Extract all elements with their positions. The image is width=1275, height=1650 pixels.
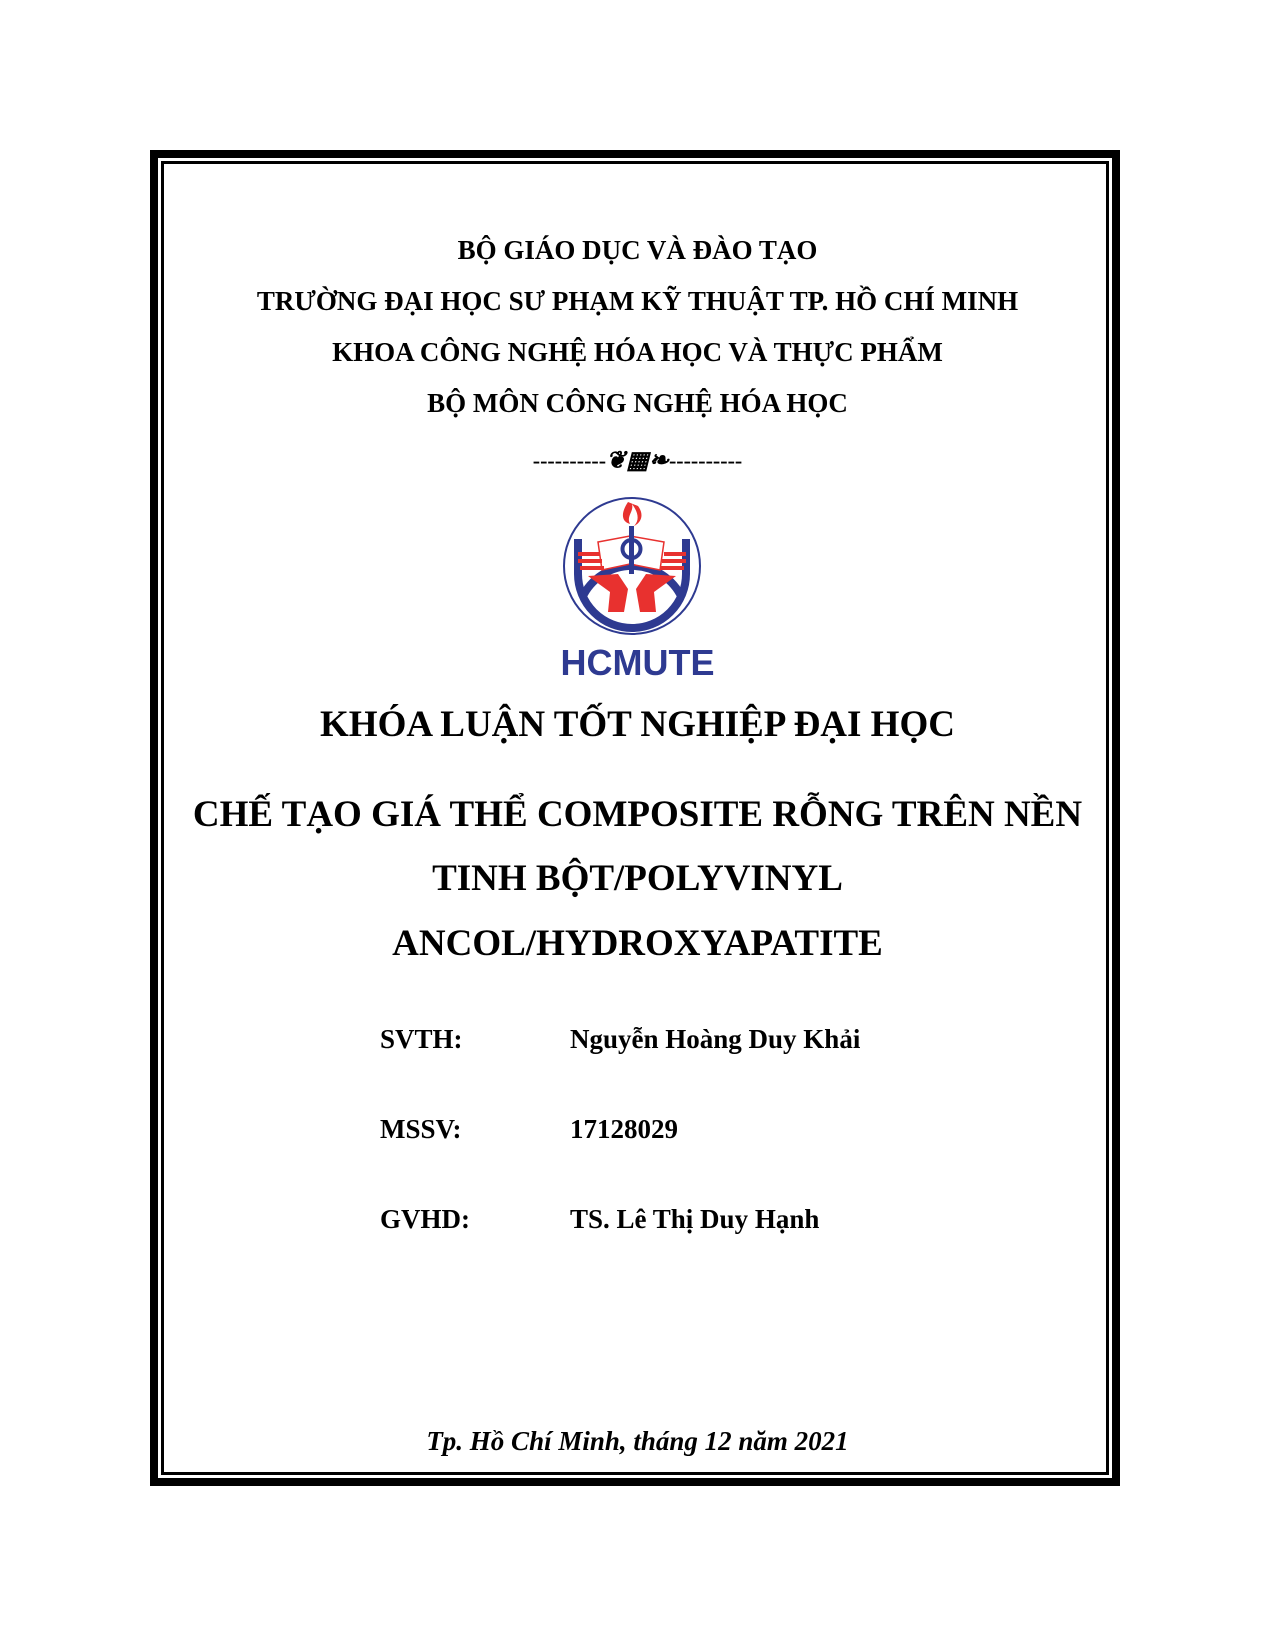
advisor-label: GVHD:: [380, 1204, 470, 1234]
hcmute-logo-icon: [560, 494, 705, 639]
place-date: Tp. Hồ Chí Minh, tháng 12 năm 2021: [426, 1426, 849, 1456]
student-label: SVTH:: [380, 1024, 463, 1054]
ornament-divider: [0, 446, 1275, 475]
book-ornament-icon: ❦▦❧: [606, 448, 669, 474]
student-id: 17128029: [570, 1114, 678, 1144]
department-heading: BỘ MÔN CÔNG NGHỆ HÓA HỌC: [427, 388, 848, 418]
thesis-title-line-3: ANCOL/HYDROXYAPATITE: [392, 923, 883, 964]
ministry-heading: BỘ GIÁO DỤC VÀ ĐÀO TẠO: [457, 235, 818, 265]
divider-dashes-left: ----------: [532, 448, 607, 473]
faculty-heading: KHOA CÔNG NGHỆ HÓA HỌC VÀ THỰC PHẨM: [332, 337, 943, 367]
advisor-name: TS. Lê Thị Duy Hạnh: [570, 1204, 820, 1234]
university-heading: TRƯỜNG ĐẠI HỌC SƯ PHẠM KỸ THUẬT TP. HỒ CHÍ MINH: [256, 286, 1019, 316]
student-id-label: MSSV:: [380, 1114, 462, 1144]
thesis-title-line-1: CHẾ TẠO GIÁ THỂ COMPOSITE RỖNG TRÊN NỀN: [192, 794, 1083, 835]
student-name: Nguyễn Hoàng Duy Khải: [570, 1024, 861, 1054]
thesis-title-line-2: TINH BỘT/POLYVINYL: [432, 858, 843, 899]
divider-dashes-right: ----------: [668, 448, 743, 473]
document-type: KHÓA LUẬN TỐT NGHIỆP ĐẠI HỌC: [320, 704, 955, 745]
logo-wordmark: HCMUTE: [560, 642, 715, 683]
